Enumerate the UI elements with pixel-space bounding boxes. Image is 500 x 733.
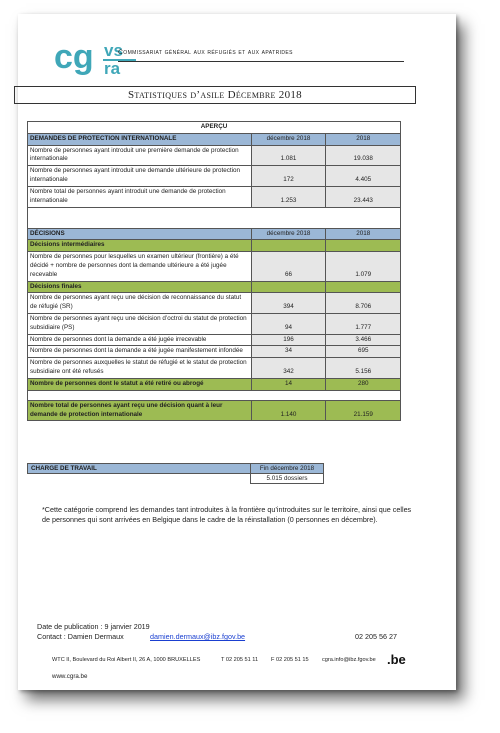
table-row: Nombre de personnes pour lesquelles un examen ultérieur (frontière) a été décidé + nombre de personnes dont la demande ultérieure a été jugée recevable 66 1.079 [28,252,401,281]
address: WTC II, Boulevard du Roi Albert II, 26 A, 1000 BRUXELLES [52,657,201,663]
workload-header: CHARGE DE TRAVAIL [28,464,251,474]
table-row: Nombre de personnes ayant reçu une décision d’octroi du statut de protection subsidiaire (PS) 94 1.777 [28,314,401,335]
header-divider [118,61,404,62]
fax: F 02 205 51 15 [271,657,309,663]
workload-table [27,463,324,484]
workload-value: 5.015 dossiers [251,474,324,484]
decisions-header: DÉCISIONS [28,228,252,240]
spacer [28,207,401,228]
info-email: cgra.info@ibz.fgov.be [322,657,376,663]
telephone: T 02 205 51 11 [221,657,259,663]
col-header-year: 2018 [326,228,401,240]
table-row: Nombre de personnes dont la demande a été jugée manifestement infondée 34 695 [28,346,401,358]
col-header-month: décembre 2018 [251,228,326,240]
table-row-total: Nombre total de personnes ayant reçu une décision quant à leur demande de protection internationale 1.140 21.159 [28,400,401,421]
contact-email-link[interactable]: damien.dermaux@ibz.fgov.be [150,632,246,641]
table-row: Nombre total de personnes ayant introduit une demande de protection internationale 1.253 23.443 [28,186,401,207]
svg-text:cg: cg [54,38,94,76]
table-row: Nombre de personnes ayant introduit une demande ultérieure de protection internationale 172 4.405 [28,166,401,187]
intermediate-decisions-label: Décisions intermédiaires [28,240,252,252]
spacer [28,390,401,400]
publication-date: Date de publication : 9 janvier 2019 [37,622,150,631]
svg-text:vs: vs [104,41,123,60]
demandes-header: DEMANDES DE PROTECTION INTERNATIONALE [28,133,252,145]
table-caption: APERÇU [28,122,401,134]
contact-phone: 02 205 56 27 [355,632,397,641]
cgra-logo [54,34,138,86]
organization-name: Commissariat général aux réfugiés et aux apatrides [118,49,293,56]
table-row: Nombre de personnes ayant reçu une décision de reconnaissance du statut de réfugié (SR) 394 8.706 [28,293,401,314]
table-row: Nombre de personnes dont la demande a été jugée irrecevable 196 3.466 [28,334,401,346]
table-row-retired: Nombre de personnes dont le statut a été retiré ou abrogé 14 280 [28,378,401,390]
svg-text:ra: ra [104,59,121,78]
page-title: Statistiques d’asile Décembre 2018 [14,86,416,104]
workload-col-header: Fin décembre 2018 [251,464,324,474]
statistics-table [27,121,401,421]
be-logo: .be [387,652,406,667]
col-header-month: décembre 2018 [251,133,326,145]
footnote: *Cette catégorie comprend les demandes tant introduites à la frontière qu’introduites sur le territoire, ainsi que celles de personnes qui sont arrivées en Belgique dans le cadre de la réinstallation (0 personnes en décembre). [42,505,412,524]
website-link[interactable]: www.cgra.be [52,673,88,680]
final-decisions-label: Décisions finales [28,281,252,293]
table-row: Nombre de personnes auxquelles le statut de réfugié et le statut de protection subsidiaire ont été refusés 342 5.156 [28,358,401,379]
table-row: Nombre de personnes ayant introduit une première demande de protection internationale 1.081 19.038 [28,145,401,166]
contact-name: Contact : Damien Dermaux [37,632,124,641]
col-header-year: 2018 [326,133,401,145]
